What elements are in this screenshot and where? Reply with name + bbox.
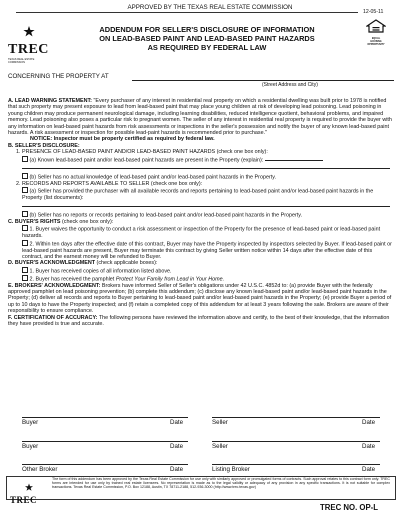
- footer-text: The form of this addendum has been approved by the Texas Real Estate Commission for use only with similarly approved or promulgated forms of contracts. Such approval relates to this contract form only. TREC forms are intended for use only by trained real estate licensees. No representation is made as to the legal validity or adequacy of any provision in any specific transactions. It is not suitable for complex transactions. Texas Real Estate Commission, P.O. Box 12188, Austin, TX 78711-2188, 512-936-3000 (http://www.trec.texas.gov): [52, 477, 390, 490]
- section-c1-text: 1. Buyer waives the opportunity to conduct a risk assessment or inspection of the Property for the presence of lead-based paint or lead-based paint hazards.: [22, 226, 381, 240]
- listing-broker-label: Listing Broker: [212, 466, 250, 473]
- form-number: TREC NO. OP-L: [320, 503, 379, 512]
- title-line-1: ADDENDUM FOR SELLER'S DISCLOSURE OF INFORMATION: [99, 25, 315, 34]
- seller-date-label-1: Date: [362, 419, 376, 426]
- trec-logo-subtext: TEXAS REAL ESTATE COMMISSION: [8, 58, 35, 64]
- section-c2: [8, 240, 392, 261]
- section-f-text: The following persons have reviewed the information above and certify, to the best of their knowledge, that the information they have provided is true and accurate.: [8, 314, 390, 327]
- b1a-explain-field-2[interactable]: [22, 164, 390, 169]
- section-d1: [8, 267, 392, 275]
- section-d-label: D. BUYER'S ACKNOWLEDGMENT: [8, 260, 96, 267]
- approved-by-text: APPROVED BY THE TEXAS REAL ESTATE COMMISSION: [127, 4, 293, 11]
- section-b2a: [8, 187, 392, 201]
- equal-housing-label: EQUAL HOUSING: [370, 37, 382, 43]
- inspector-notice: NOTICE: Inspector must be properly certified as required by federal law.: [30, 136, 215, 143]
- section-c-label: C. BUYER'S RIGHTS: [8, 218, 61, 225]
- seller-signature-line-2[interactable]: [212, 441, 380, 442]
- checkbox-c1[interactable]: [22, 225, 28, 231]
- seller-label-1: Seller: [212, 419, 228, 426]
- other-broker-signature-line[interactable]: [22, 464, 188, 465]
- trec-logo-star-icon: [8, 25, 50, 37]
- trec-logo-text: TREC: [8, 42, 49, 57]
- seller-signature-line-1[interactable]: [212, 417, 380, 418]
- page-title: [62, 25, 352, 53]
- section-f: [8, 315, 392, 328]
- buyer-label-1: Buyer: [22, 419, 39, 426]
- title-line-2: ON LEAD-BASED PAINT AND LEAD-BASED PAINT HAZARDS: [99, 34, 315, 44]
- section-a-text: "Every purchaser of any interest in residential real property on which a residential dwelling was built prior to 1978 is notified that such property may present exposure to lead from lead-based paint that may place young children at risk of developing lead poisoning. Lead poisoning in young children may produce permanent neurological damage, including learning disabilities, reduced intelligence quotient, behavioral problems, and impaired memory. Lead poisoning also poses a particular risk to pregnant women. The seller of any interest in residential real property is required to provide the buyer with any information on lead-based paint hazards from risk assessments or inspections in the seller's possession and notify the buyer of any known lead-based paint hazards. A risk assessment or inspection for possible lead-paint hazards is recommended prior to purchase.": [8, 98, 392, 137]
- equal-housing-icon: [366, 19, 386, 46]
- checkbox-d1[interactable]: [22, 267, 28, 273]
- section-b1a-text: (a) Known lead-based paint and/or lead-based paint hazards are present in the Property (explain):: [29, 157, 264, 164]
- section-b1a-extra: [8, 164, 392, 171]
- header-rule: [16, 12, 358, 13]
- section-b-label: B. SELLER'S DISCLOSURE:: [8, 142, 80, 149]
- other-broker-label: Other Broker: [22, 466, 58, 473]
- section-b1: 1. PRESENCE OF LEAD-BASED PAINT AND/OR LEAD-BASED PAINT HAZARDS (check one box only):: [16, 149, 268, 156]
- listing-broker-signature-line[interactable]: [212, 464, 380, 465]
- section-c-hint: (check one box only):: [62, 218, 114, 225]
- section-b2: 2. RECORDS AND REPORTS AVAILABLE TO SELLER (check one box only):: [16, 180, 203, 187]
- section-b2b: [8, 211, 392, 219]
- b1a-explain-field[interactable]: [265, 156, 323, 161]
- section-c1: [8, 225, 392, 239]
- listing-broker-date-label: Date: [362, 466, 376, 473]
- section-b1b-text: (b) Seller has no actual knowledge of lead-based paint and/or lead-based paint hazards in the Property.: [29, 174, 277, 181]
- checkbox-b2a[interactable]: [22, 187, 28, 193]
- section-a: [8, 98, 392, 136]
- property-address-hint: (Street Address and City): [262, 82, 318, 88]
- section-a-label: A. LEAD WARNING STATEMENT:: [8, 98, 92, 104]
- title-line-3: AS REQUIRED BY FEDERAL LAW: [147, 43, 267, 53]
- equal-housing-label-2: OPPORTUNITY: [367, 42, 385, 46]
- footer-trec-logo: [10, 478, 48, 505]
- property-label: CONCERNING THE PROPERTY AT: [8, 73, 109, 80]
- other-broker-date-label: Date: [170, 466, 184, 473]
- section-e-label: E. BROKERS' ACKNOWLEDGMENT:: [8, 282, 101, 289]
- buyer-date-label-1: Date: [170, 419, 184, 426]
- form-date-code: 12-05-11: [363, 9, 384, 15]
- section-b1b: [8, 173, 392, 181]
- section-b2a-extra: [8, 202, 392, 209]
- property-address-field[interactable]: [132, 80, 394, 81]
- footer-star-icon: [10, 483, 48, 491]
- section-b2b-text: (b) Seller has no reports or records pertaining to lead-based paint and/or lead-based paint hazards in the Property.: [29, 212, 303, 219]
- buyer-signature-line-2[interactable]: [22, 441, 188, 442]
- addendum-body: [8, 98, 392, 327]
- section-d1-text: 1. Buyer has received copies of all information listed above.: [29, 268, 172, 275]
- buyer-signature-line-1[interactable]: [22, 417, 188, 418]
- section-e-text: Brokers have informed Seller of Seller's obligations under 42 U.S.C. 4852d to: (a) provide Buyer with the federally approved pamphlet on lead poisoning prevention; (b) complete this addendum; (c) disclose any known lead-based paint and/or lead-based paint hazards in the Property; (d) deliver all records and reports to Buyer pertaining to lead-based paint and/or lead-based paint hazards in the Property; (e) provide Buyer a period of up to 10 days to have the Property inspected; and (f) retain a completed copy of this addendum for at least 3 years following the sale. Brokers are aware of their responsibility to ensure compliance.: [8, 282, 392, 315]
- checkbox-b1a[interactable]: [22, 156, 28, 162]
- seller-label-2: Seller: [212, 443, 228, 450]
- checkbox-b1b[interactable]: [22, 173, 28, 179]
- section-d-hint: (check applicable boxes):: [96, 260, 158, 267]
- buyer-date-label-2: Date: [170, 443, 184, 450]
- section-d2: [8, 275, 392, 283]
- section-c2-text: 2. Within ten days after the effective date of this contract, Buyer may have the Property inspected by inspectors selected by Buyer. If lead-based paint or lead-based paint hazards are present, Buyer may terminate this contract by giving Seller written notice within 14 days after the effective date of this contract, and the earnest money will be refunded to Buyer.: [22, 241, 392, 260]
- section-d2-text: 2. Buyer has received the pamphlet: [29, 276, 115, 283]
- checkbox-b2b[interactable]: [22, 211, 28, 217]
- footer-logo-text: TREC: [10, 495, 38, 505]
- checkbox-d2[interactable]: [22, 275, 28, 281]
- buyer-label-2: Buyer: [22, 443, 39, 450]
- checkbox-c2[interactable]: [22, 240, 28, 246]
- trec-logo: [8, 24, 50, 64]
- section-b1a: [8, 156, 392, 164]
- b2a-documents-field[interactable]: [22, 202, 390, 207]
- section-b2a-text: (a) Seller has provided the purchaser with all available records and reports pertaining to lead-based paint and/or lead-based paint hazards in the Property (list documents):: [22, 188, 374, 202]
- section-f-label: F. CERTIFICATION OF ACCURACY:: [8, 314, 98, 321]
- section-e: [8, 283, 392, 315]
- seller-date-label-2: Date: [362, 443, 376, 450]
- pamphlet-title: Protect Your Family from Lead in Your Home.: [115, 276, 225, 283]
